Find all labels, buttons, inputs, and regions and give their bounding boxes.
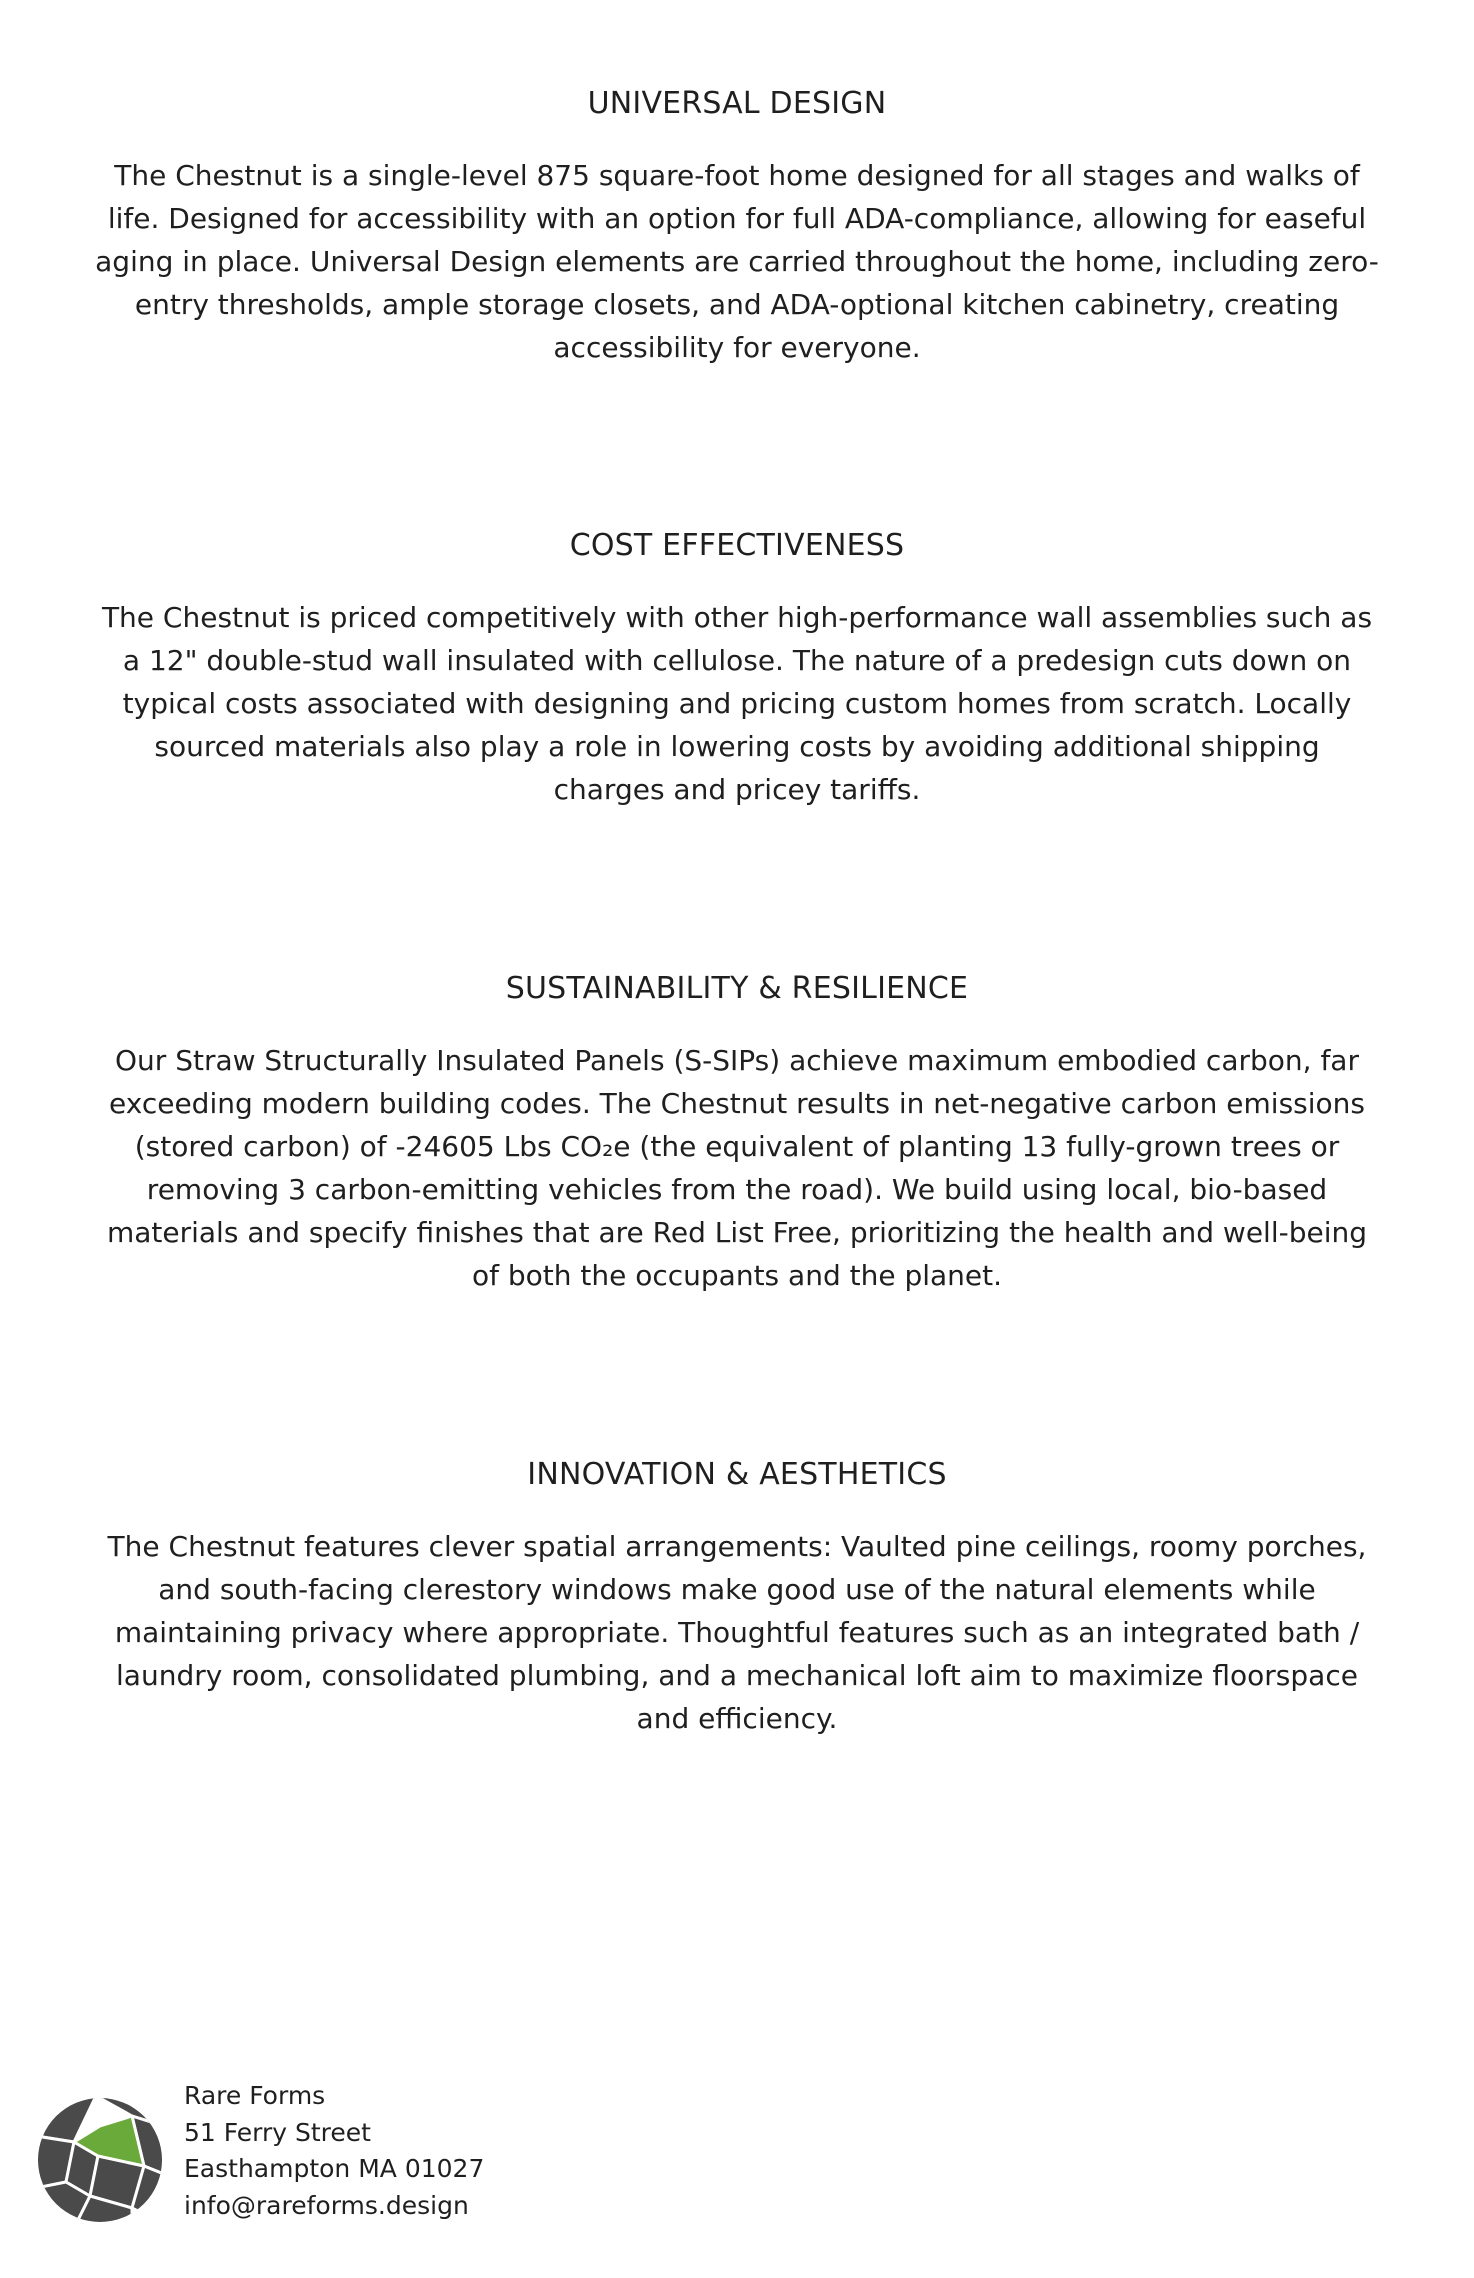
section-cost-effectiveness (58, 528, 1416, 811)
body-line: exceeding modern building codes. The Chestnut results in net-negative carbon emissions (109, 1087, 1365, 1120)
body-line: a 12" double-stud wall insulated with cellulose. The nature of a predesign cuts down on (122, 644, 1352, 677)
body-line: removing 3 carbon-emitting vehicles from the road). We build using local, bio-based (146, 1173, 1328, 1206)
body-line: charges and pricey tariffs. (553, 773, 921, 806)
body-line: The Chestnut is a single-level 875 square-foot home designed for all stages and walks of (114, 159, 1360, 192)
body-line: entry thresholds, ample storage closets, and ADA-optional kitchen cabinetry, creating (134, 288, 1340, 321)
section-heading: INNOVATION & AESTHETICS (527, 1457, 947, 1492)
street-address: 51 Ferry Street (184, 2117, 371, 2147)
section-heading: COST EFFECTIVENESS (569, 528, 905, 563)
rare-forms-logo-icon (36, 2096, 164, 2224)
email-address[interactable]: info@rareforms.design (184, 2190, 469, 2220)
body-line: sourced materials also play a role in lowering costs by avoiding additional shipping (154, 730, 1320, 763)
body-line: aging in place. Universal Design elements are carried throughout the home, including zero- (95, 245, 1379, 278)
company-name: Rare Forms (184, 2081, 326, 2110)
body-line: Our Straw Structurally Insulated Panels (S-SIPs) achieve maximum embodied carbon, far (115, 1044, 1359, 1077)
body-line: The Chestnut is priced competitively with other high-performance wall assemblies such as (101, 601, 1373, 634)
footer (36, 2078, 636, 2248)
body-line: of both the occupants and the planet. (471, 1259, 1003, 1292)
body-line: materials and specify finishes that are Red List Free, prioritizing the health and well-being (106, 1216, 1368, 1249)
section-sustainability-resilience (58, 971, 1416, 1297)
section-universal-design (58, 86, 1416, 369)
city-state-zip: Easthampton MA 01027 (184, 2154, 485, 2183)
body-line: typical costs associated with designing and pricing custom homes from scratch. Locally (122, 687, 1352, 720)
body-line: life. Designed for accessibility with an option for full ADA-compliance, allowing for easeful (107, 202, 1367, 235)
body-line: laundry room, consolidated plumbing, and a mechanical loft aim to maximize floorspace (116, 1659, 1358, 1692)
section-heading: UNIVERSAL DESIGN (587, 86, 887, 121)
body-line: and efficiency. (636, 1702, 838, 1735)
body-line: maintaining privacy where appropriate. Thoughtful features such as an integrated bath / (114, 1616, 1360, 1649)
section-body (58, 1039, 1416, 1297)
section-heading: SUSTAINABILITY & RESILIENCE (505, 971, 969, 1006)
body-line: and south-facing clerestory windows make good use of the natural elements while (158, 1573, 1316, 1606)
section-body (58, 596, 1416, 811)
company-address (184, 2078, 484, 2224)
section-body (58, 154, 1416, 369)
section-body (58, 1525, 1416, 1740)
body-line: The Chestnut features clever spatial arrangements: Vaulted pine ceilings, roomy porches, (107, 1530, 1367, 1563)
section-innovation-aesthetics (58, 1457, 1416, 1740)
body-line: (stored carbon) of -24605 Lbs CO₂e (the equivalent of planting 13 fully-grown trees or (134, 1130, 1340, 1163)
body-line: accessibility for everyone. (553, 331, 921, 364)
